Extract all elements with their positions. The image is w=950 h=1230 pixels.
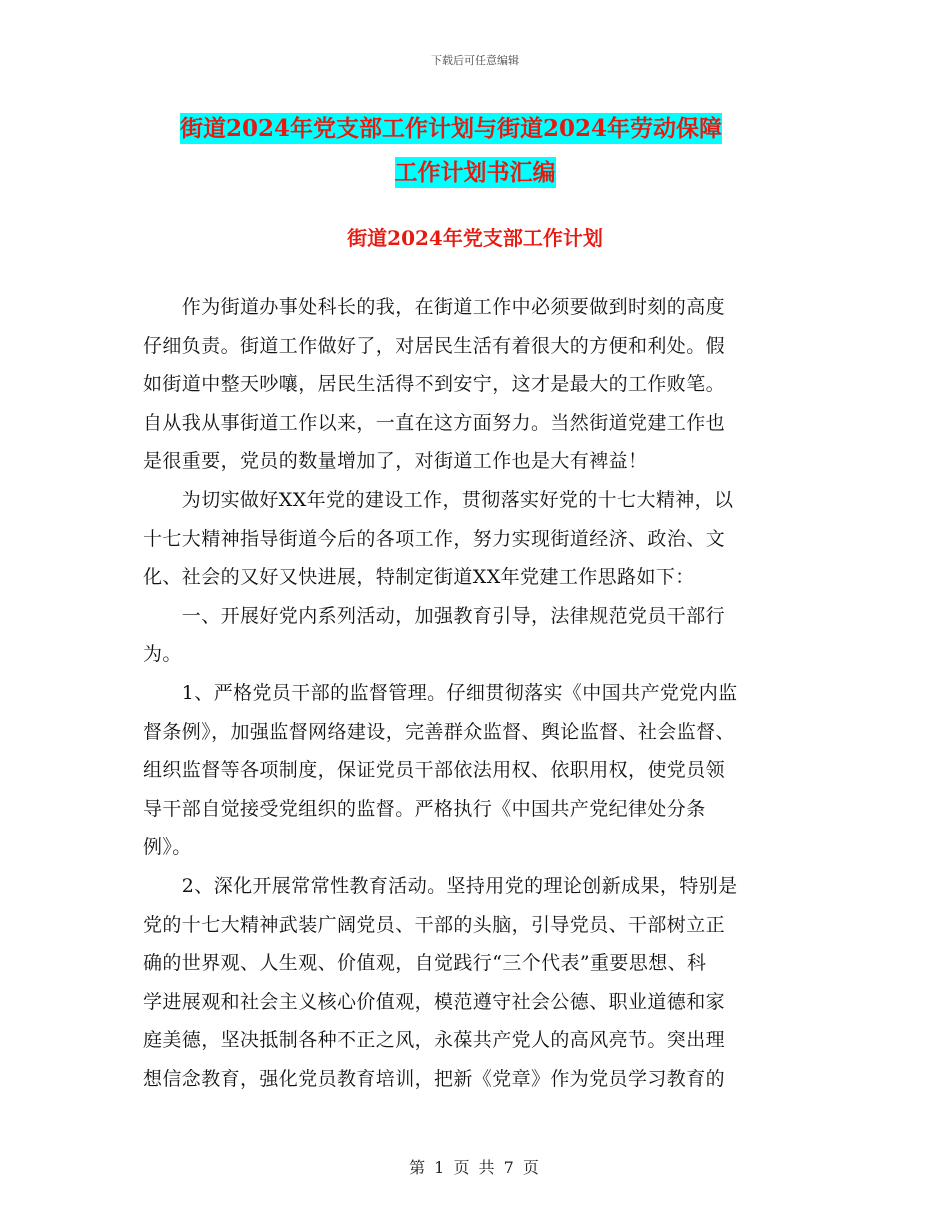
body-line: 1、严格党员干部的监督管理。仔细贯彻落实《中国共产党党内监 (143, 682, 738, 704)
body-line: 为切实做好XX年党的建设工作，贯彻落实好党的十七大精神，以 (143, 489, 734, 511)
body-line: 督条例》，加强监督网络建设，完善群众监督、舆论监督、社会监督、 (143, 720, 735, 743)
body-line: 如街道中整天吵嚷，居民生活得不到安宁，这才是最大的工作败笔。 (143, 373, 726, 396)
body-line: 是很重要，党员的数量增加了，对街道工作也是大有裨益！ (143, 450, 648, 473)
body-line: 自从我从事街道工作以来，一直在这方面努力。当然街道党建工作也 (143, 411, 726, 434)
body-line: 组织监督等各项制度，保证党员干部依法用权、依职用权，使党员领 (143, 759, 726, 782)
body-line: 导干部自觉接受党组织的监督。严格执行《中国共产党纪律处分条 (143, 797, 706, 820)
body-line: 化、社会的又好又快进展，特制定街道XX年党建工作思路如下： (143, 566, 695, 589)
body-line: 想信念教育，强化党员教育培训，把新《党章》作为党员学习教育的 (143, 1068, 726, 1090)
body-line: 党的十七大精神武装广阔党员、干部的头脑，引导党员、干部树立正 (143, 913, 726, 936)
body-line: 确的世界观、人生观、价值观，自觉践行“三个代表”重要思想、科 (143, 952, 707, 975)
body-line: 庭美德，坚决抵制各种不正之风，永葆共产党人的高风亮节。突出理 (143, 1029, 726, 1052)
body-line: 例》。 (143, 836, 192, 859)
document-title-text-1: 街道2024年党支部工作计划与街道2024年劳动保障 (180, 115, 723, 142)
body-line: 十七大精神指导街道今后的各项工作，努力实现街道经济、政治、文 (143, 527, 726, 550)
body-line: 仔细负责。街道工作做好了，对居民生活有着很大的方便和利处。假 (143, 334, 726, 357)
page-footer: 第 1 页 共 7 页 (409, 1158, 541, 1177)
body-line: 学进展观和社会主义核心价值观，模范遵守社会公德、职业道德和家 (143, 990, 726, 1013)
header-note: 下载后可任意编辑 (431, 54, 519, 67)
document-title-line-2 (150, 158, 800, 188)
document-title-line-1 (180, 114, 820, 144)
body-line: 一、开展好党内系列活动，加强教育引导，法律规范党员干部行 (143, 604, 726, 627)
document-title-text-2: 工作计划书汇编 (394, 159, 556, 186)
body-line: 为。 (143, 643, 182, 666)
body-line: 作为街道办事处科长的我，在街道工作中必须要做到时刻的高度 (143, 296, 726, 318)
section-title: 街道2024年党支部工作计划 (347, 226, 603, 250)
body-line: 2、深化开展常常性教育活动。坚持用党的理论创新成果，特别是 (143, 875, 738, 897)
